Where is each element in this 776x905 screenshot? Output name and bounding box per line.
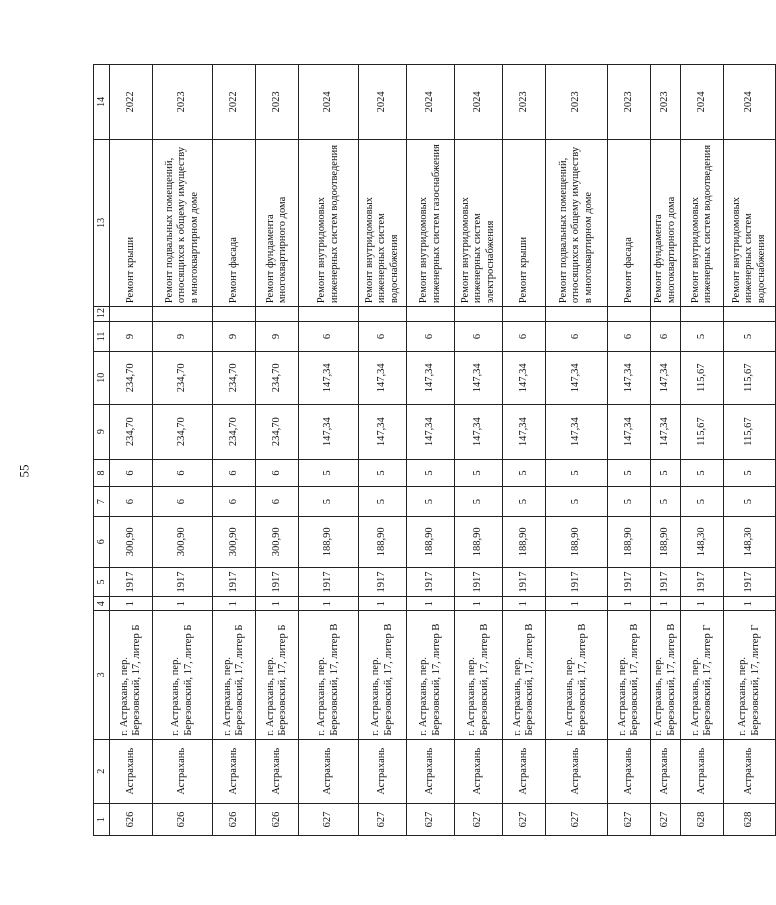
cell-col-12 xyxy=(651,307,681,322)
cell-col-2: Астрахань xyxy=(407,739,455,803)
cell-col-9: 234,70 xyxy=(110,404,153,459)
cell-col-8: 5 xyxy=(651,459,681,487)
cell-col-10: 147,34 xyxy=(503,351,546,404)
cell-col-4: 1 xyxy=(213,597,256,611)
cell-col-4: 1 xyxy=(110,597,153,611)
cell-col-6: 300,90 xyxy=(153,517,213,567)
cell-col-1: 627 xyxy=(299,803,359,835)
cell-col-8: 5 xyxy=(724,459,776,487)
cell-col-7: 5 xyxy=(455,487,503,517)
cell-col-4: 1 xyxy=(153,597,213,611)
cell-col-6: 300,90 xyxy=(213,517,256,567)
cell-col-9: 147,34 xyxy=(608,404,651,459)
cell-col-4: 1 xyxy=(546,597,608,611)
cell-col-4: 1 xyxy=(724,597,776,611)
cell-col-5: 1917 xyxy=(213,567,256,597)
cell-col-1: 627 xyxy=(651,803,681,835)
column-header: 3 xyxy=(94,611,110,740)
column-header: 8 xyxy=(94,459,110,487)
cell-col-10: 147,34 xyxy=(455,351,503,404)
cell-col-9: 147,34 xyxy=(299,404,359,459)
column-header: 9 xyxy=(94,404,110,459)
cell-col-10: 147,34 xyxy=(651,351,681,404)
cell-col-2: Астрахань xyxy=(546,739,608,803)
cell-col-7: 5 xyxy=(651,487,681,517)
cell-col-13: Ремонт подвальных помещений, относящихся к общему имуществу в многоквартирном доме xyxy=(153,139,213,307)
cell-col-6: 188,90 xyxy=(503,517,546,567)
cell-col-10: 234,70 xyxy=(110,351,153,404)
cell-col-3: г. Астрахань, пер. Березовский, 17, литер Б xyxy=(256,611,299,740)
cell-col-14: 2023 xyxy=(651,65,681,140)
cell-col-5: 1917 xyxy=(407,567,455,597)
cell-col-5: 1917 xyxy=(608,567,651,597)
cell-col-12 xyxy=(256,307,299,322)
cell-col-6: 188,90 xyxy=(455,517,503,567)
cell-col-13: Ремонт крыши xyxy=(110,139,153,307)
cell-col-6: 188,90 xyxy=(407,517,455,567)
column-header: 6 xyxy=(94,517,110,567)
cell-col-5: 1917 xyxy=(681,567,724,597)
repair-schedule-table xyxy=(93,64,776,836)
cell-col-8: 5 xyxy=(681,459,724,487)
cell-col-14: 2024 xyxy=(407,65,455,140)
cell-col-7: 5 xyxy=(608,487,651,517)
cell-col-12 xyxy=(724,307,776,322)
cell-col-12 xyxy=(681,307,724,322)
cell-col-11: 5 xyxy=(681,322,724,352)
cell-col-5: 1917 xyxy=(455,567,503,597)
column-header: 2 xyxy=(94,739,110,803)
cell-col-7: 5 xyxy=(546,487,608,517)
cell-col-4: 1 xyxy=(299,597,359,611)
cell-col-14: 2023 xyxy=(256,65,299,140)
cell-col-12 xyxy=(153,307,213,322)
cell-col-13: Ремонт фасада xyxy=(213,139,256,307)
cell-col-11: 9 xyxy=(110,322,153,352)
cell-col-6: 188,90 xyxy=(608,517,651,567)
column-header: 13 xyxy=(94,139,110,307)
cell-col-2: Астрахань xyxy=(256,739,299,803)
cell-col-9: 147,34 xyxy=(546,404,608,459)
cell-col-14: 2022 xyxy=(110,65,153,140)
cell-col-12 xyxy=(359,307,407,322)
cell-col-13: Ремонт фасада xyxy=(608,139,651,307)
cell-col-11: 6 xyxy=(455,322,503,352)
table-row xyxy=(110,65,153,836)
cell-col-6: 188,90 xyxy=(546,517,608,567)
cell-col-14: 2023 xyxy=(503,65,546,140)
cell-col-4: 1 xyxy=(681,597,724,611)
cell-col-8: 6 xyxy=(213,459,256,487)
cell-col-12 xyxy=(503,307,546,322)
cell-col-9: 234,70 xyxy=(153,404,213,459)
cell-col-11: 6 xyxy=(503,322,546,352)
cell-col-2: Астрахань xyxy=(110,739,153,803)
cell-col-9: 147,34 xyxy=(455,404,503,459)
column-header: 11 xyxy=(94,322,110,352)
cell-col-10: 234,70 xyxy=(256,351,299,404)
column-header: 12 xyxy=(94,307,110,322)
table-row xyxy=(359,65,407,836)
cell-col-3: г. Астрахань, пер. Березовский, 17, литер В xyxy=(407,611,455,740)
cell-col-7: 6 xyxy=(256,487,299,517)
cell-col-7: 5 xyxy=(299,487,359,517)
cell-col-10: 147,34 xyxy=(407,351,455,404)
cell-col-1: 628 xyxy=(681,803,724,835)
column-header: 1 xyxy=(94,803,110,835)
cell-col-11: 6 xyxy=(359,322,407,352)
cell-col-14: 2024 xyxy=(724,65,776,140)
cell-col-13: Ремонт фундамента многоквартирного дома xyxy=(651,139,681,307)
cell-col-5: 1917 xyxy=(724,567,776,597)
cell-col-9: 234,70 xyxy=(256,404,299,459)
cell-col-7: 5 xyxy=(724,487,776,517)
table-row xyxy=(455,65,503,836)
cell-col-1: 627 xyxy=(407,803,455,835)
cell-col-12 xyxy=(299,307,359,322)
cell-col-11: 9 xyxy=(256,322,299,352)
cell-col-13: Ремонт внутридомовых инженерных систем водоотведения xyxy=(299,139,359,307)
cell-col-3: г. Астрахань, пер. Березовский, 17, литер Б xyxy=(110,611,153,740)
cell-col-12 xyxy=(546,307,608,322)
header-row xyxy=(94,65,110,836)
cell-col-10: 147,34 xyxy=(608,351,651,404)
cell-col-4: 1 xyxy=(256,597,299,611)
cell-col-10: 147,34 xyxy=(299,351,359,404)
cell-col-10: 147,34 xyxy=(546,351,608,404)
column-header: 7 xyxy=(94,487,110,517)
cell-col-5: 1917 xyxy=(110,567,153,597)
cell-col-12 xyxy=(110,307,153,322)
table-row xyxy=(546,65,608,836)
cell-col-13: Ремонт крыши xyxy=(503,139,546,307)
cell-col-13: Ремонт внутридомовых инженерных систем водоснабжения xyxy=(359,139,407,307)
cell-col-13: Ремонт внутридомовых инженерных систем водоотведения xyxy=(681,139,724,307)
cell-col-5: 1917 xyxy=(299,567,359,597)
cell-col-14: 2023 xyxy=(153,65,213,140)
table-row xyxy=(299,65,359,836)
cell-col-8: 5 xyxy=(546,459,608,487)
column-header: 14 xyxy=(94,65,110,140)
table-body xyxy=(110,65,776,836)
cell-col-4: 1 xyxy=(359,597,407,611)
cell-col-2: Астрахань xyxy=(153,739,213,803)
page-number: 55 xyxy=(16,464,32,478)
cell-col-10: 115,67 xyxy=(724,351,776,404)
table-row xyxy=(256,65,299,836)
cell-col-6: 188,90 xyxy=(299,517,359,567)
cell-col-3: г. Астрахань, пер. Березовский, 17, литер Г xyxy=(724,611,776,740)
cell-col-6: 300,90 xyxy=(256,517,299,567)
table-row xyxy=(153,65,213,836)
cell-col-8: 5 xyxy=(407,459,455,487)
cell-col-12 xyxy=(455,307,503,322)
cell-col-2: Астрахань xyxy=(213,739,256,803)
cell-col-6: 188,90 xyxy=(359,517,407,567)
cell-col-2: Астрахань xyxy=(359,739,407,803)
cell-col-1: 626 xyxy=(110,803,153,835)
cell-col-8: 5 xyxy=(299,459,359,487)
cell-col-10: 234,70 xyxy=(153,351,213,404)
column-header: 10 xyxy=(94,351,110,404)
cell-col-7: 5 xyxy=(681,487,724,517)
cell-col-7: 6 xyxy=(110,487,153,517)
cell-col-6: 148,30 xyxy=(724,517,776,567)
cell-col-14: 2023 xyxy=(608,65,651,140)
cell-col-4: 1 xyxy=(407,597,455,611)
cell-col-11: 6 xyxy=(546,322,608,352)
cell-col-13: Ремонт фундамента многоквартирного дома xyxy=(256,139,299,307)
cell-col-2: Астрахань xyxy=(455,739,503,803)
cell-col-9: 115,67 xyxy=(724,404,776,459)
cell-col-5: 1917 xyxy=(651,567,681,597)
cell-col-11: 5 xyxy=(724,322,776,352)
cell-col-14: 2024 xyxy=(455,65,503,140)
cell-col-2: Астрахань xyxy=(724,739,776,803)
cell-col-14: 2024 xyxy=(359,65,407,140)
table-row xyxy=(407,65,455,836)
cell-col-11: 6 xyxy=(608,322,651,352)
cell-col-8: 5 xyxy=(359,459,407,487)
cell-col-10: 147,34 xyxy=(359,351,407,404)
cell-col-2: Астрахань xyxy=(681,739,724,803)
table-row xyxy=(724,65,776,836)
cell-col-9: 147,34 xyxy=(359,404,407,459)
cell-col-9: 147,34 xyxy=(503,404,546,459)
cell-col-5: 1917 xyxy=(256,567,299,597)
cell-col-6: 188,90 xyxy=(651,517,681,567)
cell-col-12 xyxy=(407,307,455,322)
cell-col-4: 1 xyxy=(455,597,503,611)
cell-col-3: г. Астрахань, пер. Березовский, 17, литер В xyxy=(455,611,503,740)
cell-col-3: г. Астрахань, пер. Березовский, 17, литер Г xyxy=(681,611,724,740)
cell-col-11: 9 xyxy=(153,322,213,352)
cell-col-7: 5 xyxy=(503,487,546,517)
cell-col-6: 148,30 xyxy=(681,517,724,567)
cell-col-7: 5 xyxy=(359,487,407,517)
cell-col-5: 1917 xyxy=(153,567,213,597)
cell-col-6: 300,90 xyxy=(110,517,153,567)
cell-col-2: Астрахань xyxy=(651,739,681,803)
table-row xyxy=(681,65,724,836)
cell-col-7: 5 xyxy=(407,487,455,517)
cell-col-10: 234,70 xyxy=(213,351,256,404)
cell-col-1: 627 xyxy=(503,803,546,835)
cell-col-9: 147,34 xyxy=(407,404,455,459)
cell-col-2: Астрахань xyxy=(608,739,651,803)
column-header: 4 xyxy=(94,597,110,611)
cell-col-13: Ремонт подвальных помещений, относящихся к общему имуществу в многоквартирном доме xyxy=(546,139,608,307)
cell-col-7: 6 xyxy=(153,487,213,517)
cell-col-8: 5 xyxy=(608,459,651,487)
cell-col-3: г. Астрахань, пер. Березовский, 17, литер Б xyxy=(153,611,213,740)
cell-col-7: 6 xyxy=(213,487,256,517)
cell-col-11: 6 xyxy=(299,322,359,352)
cell-col-11: 6 xyxy=(651,322,681,352)
cell-col-13: Ремонт внутридомовых инженерных систем электроснабжения xyxy=(455,139,503,307)
cell-col-9: 234,70 xyxy=(213,404,256,459)
cell-col-11: 6 xyxy=(407,322,455,352)
cell-col-8: 6 xyxy=(110,459,153,487)
cell-col-1: 627 xyxy=(546,803,608,835)
cell-col-14: 2022 xyxy=(213,65,256,140)
cell-col-2: Астрахань xyxy=(299,739,359,803)
cell-col-10: 115,67 xyxy=(681,351,724,404)
cell-col-12 xyxy=(213,307,256,322)
cell-col-11: 9 xyxy=(213,322,256,352)
cell-col-13: Ремонт внутридомовых инженерных систем газоснабжения xyxy=(407,139,455,307)
cell-col-8: 6 xyxy=(256,459,299,487)
cell-col-3: г. Астрахань, пер. Березовский, 17, литер В xyxy=(651,611,681,740)
cell-col-9: 147,34 xyxy=(651,404,681,459)
cell-col-12 xyxy=(608,307,651,322)
rotated-table-container xyxy=(93,64,767,836)
cell-col-3: г. Астрахань, пер. Березовский, 17, литер В xyxy=(299,611,359,740)
cell-col-4: 1 xyxy=(503,597,546,611)
cell-col-3: г. Астрахань, пер. Березовский, 17, литер В xyxy=(359,611,407,740)
cell-col-3: г. Астрахань, пер. Березовский, 17, литер Б xyxy=(213,611,256,740)
cell-col-1: 627 xyxy=(359,803,407,835)
table-row xyxy=(503,65,546,836)
cell-col-1: 627 xyxy=(608,803,651,835)
cell-col-1: 626 xyxy=(256,803,299,835)
cell-col-2: Астрахань xyxy=(503,739,546,803)
table-row xyxy=(608,65,651,836)
cell-col-5: 1917 xyxy=(503,567,546,597)
cell-col-14: 2024 xyxy=(681,65,724,140)
cell-col-8: 5 xyxy=(503,459,546,487)
cell-col-8: 5 xyxy=(455,459,503,487)
cell-col-4: 1 xyxy=(608,597,651,611)
cell-col-14: 2023 xyxy=(546,65,608,140)
cell-col-3: г. Астрахань, пер. Березовский, 17, литер В xyxy=(546,611,608,740)
cell-col-13: Ремонт внутридомовых инженерных систем водоснабжения xyxy=(724,139,776,307)
table-row xyxy=(651,65,681,836)
cell-col-1: 626 xyxy=(153,803,213,835)
cell-col-5: 1917 xyxy=(359,567,407,597)
table-row xyxy=(213,65,256,836)
column-header: 5 xyxy=(94,567,110,597)
cell-col-9: 115,67 xyxy=(681,404,724,459)
cell-col-1: 628 xyxy=(724,803,776,835)
cell-col-3: г. Астрахань, пер. Березовский, 17, литер В xyxy=(608,611,651,740)
cell-col-3: г. Астрахань, пер. Березовский, 17, литер В xyxy=(503,611,546,740)
cell-col-1: 626 xyxy=(213,803,256,835)
cell-col-4: 1 xyxy=(651,597,681,611)
cell-col-1: 627 xyxy=(455,803,503,835)
cell-col-5: 1917 xyxy=(546,567,608,597)
cell-col-14: 2024 xyxy=(299,65,359,140)
cell-col-8: 6 xyxy=(153,459,213,487)
